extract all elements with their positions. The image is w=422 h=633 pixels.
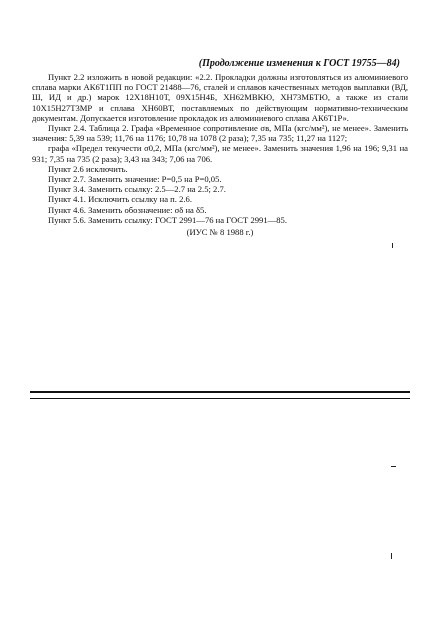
paragraph-grafa-predel: графа «Предел текучести σ0,2, МПа (кгс/мм²), не менее». Заменить значения 1,96 на 196; 9,31 на 931; 7,35 на 735 (2 раза); 3,43 на 343; 7,06 на 706.	[32, 143, 408, 164]
divider-thin	[30, 398, 410, 399]
margin-mark	[391, 466, 396, 467]
source-reference: (ИУС № 8 1988 г.)	[186, 227, 254, 238]
paragraph-punkt-3-4: Пункт 3.4. Заменить ссылку: 2.5—2.7 на 2.5; 2.7.	[48, 184, 226, 195]
paragraph-punkt-2-6: Пункт 2.6 исключить.	[48, 163, 128, 174]
paragraph-punkt-2-2: Пункт 2.2 изложить в новой редакции: «2.2. Прокладки должны изготовляться из алюминиевого сплава марки АК6Т1ПП по ГОСТ 21488—76, сталей и сплавов качественных методов выплавки (ВД, Ш, ИД и др.) марок 12Х18Н10Т, 09Х15Н4Б, ХН62МВКЮ, ХН73МБТЮ, а также из стали 10Х15Н27Т3МР и сплава ХН60ВТ, поставляемых по действующим нормативно-техническим документам. Допускается изготовление прокладок из алюминиевого сплава АК6Т1Р».	[32, 72, 408, 123]
paragraph-punkt-2-4: Пункт 2.4. Таблица 2. Графа «Временное сопротивление σв, МПа (кгс/мм²), не менее». Заменить значения: 5,39 на 539; 11,76 на 1176; 10,78 на 1078 (2 раза); 7,35 на 735; 11,27 на 1127;	[32, 123, 408, 144]
paragraph-punkt-4-6: Пункт 4.6. Заменить обозначение: σδ на δ5.	[48, 204, 207, 215]
paragraph-punkt-5-6: Пункт 5.6. Заменить ссылку: ГОСТ 2991—76 на ГОСТ 2991—85.	[48, 214, 287, 225]
margin-mark	[391, 553, 392, 559]
document-body	[32, 72, 408, 237]
paragraph-punkt-4-1: Пункт 4.1. Исключить ссылку на п. 2.6.	[48, 194, 192, 205]
divider-thick	[30, 391, 410, 393]
page-header: (Продолжение изменения к ГОСТ 19755—84)	[198, 58, 400, 69]
margin-mark	[392, 243, 393, 248]
paragraph-punkt-2-7: Пункт 2.7. Заменить значение: Р=0,5 на Р=0,05.	[48, 174, 222, 185]
